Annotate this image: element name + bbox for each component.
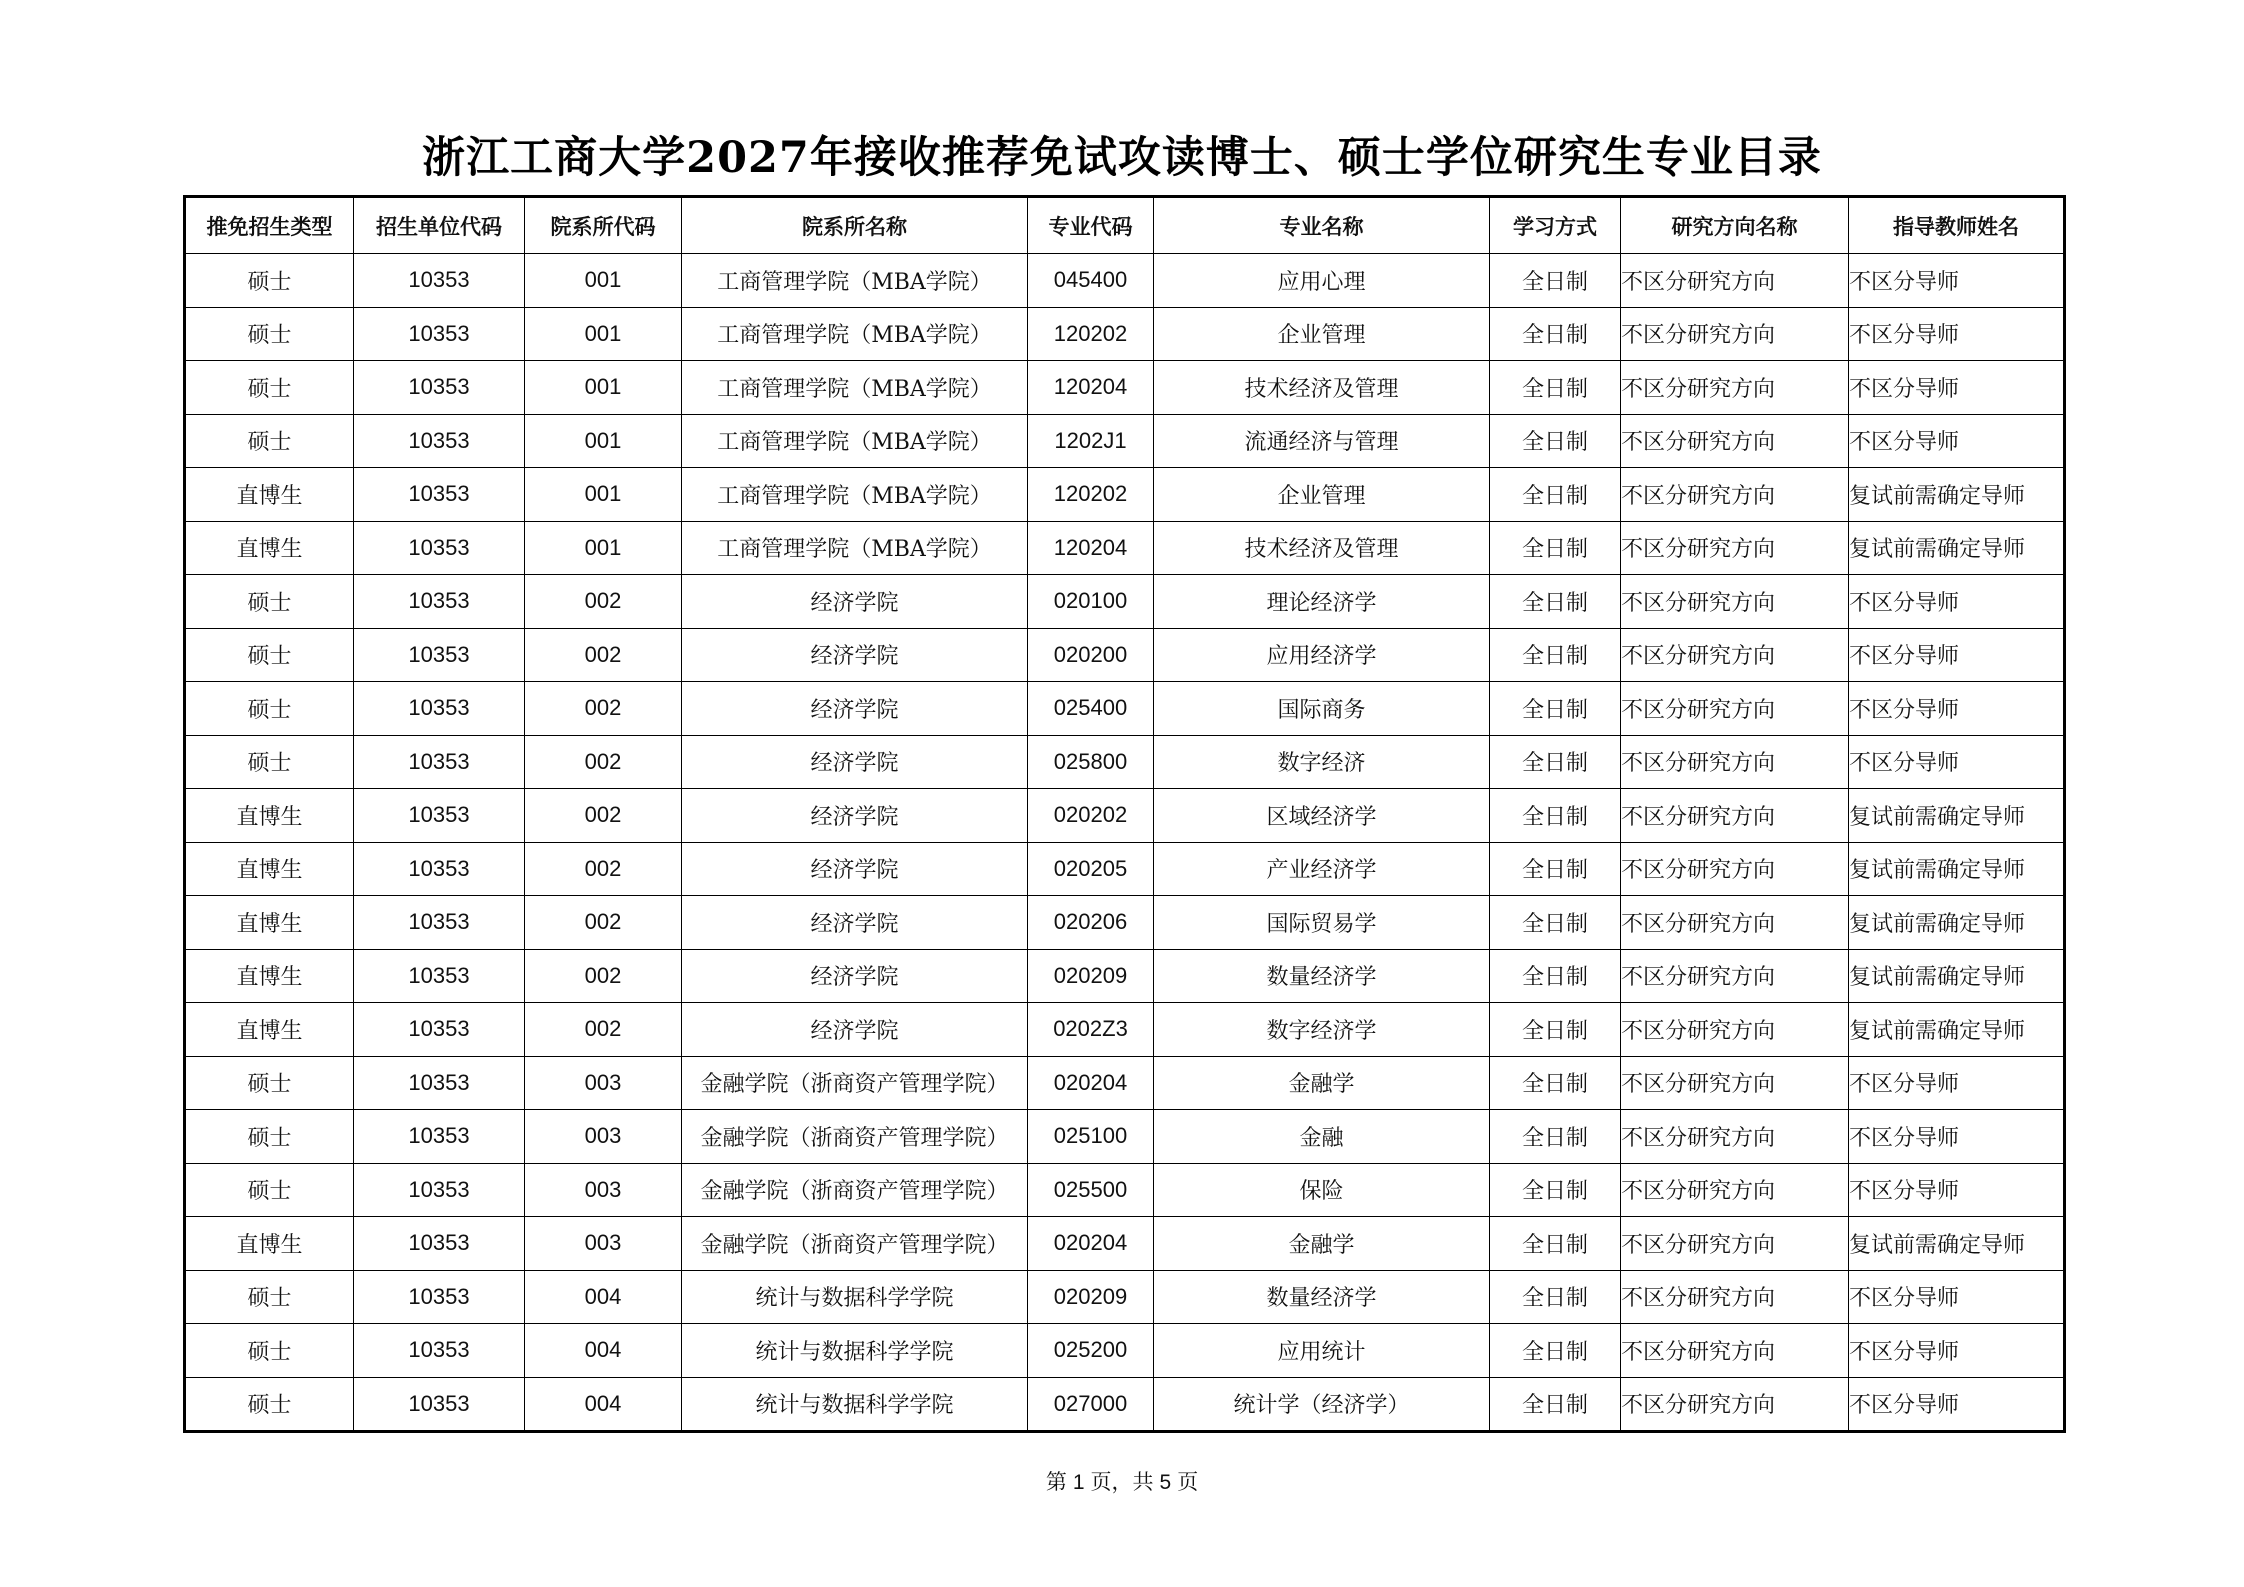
dept-name-cell: 经济学院 <box>682 896 1028 950</box>
advisor-cell: 不区分导师 <box>1849 1110 2065 1164</box>
unit-code-cell: 10353 <box>354 1270 525 1324</box>
research-direction-cell: 不区分研究方向 <box>1621 1324 1849 1378</box>
table-row <box>185 1377 2065 1432</box>
catalog-table <box>183 195 2066 1433</box>
advisor-cell: 不区分导师 <box>1849 628 2065 682</box>
research-direction-cell: 不区分研究方向 <box>1621 361 1849 415</box>
dept-name-cell: 统计与数据科学学院 <box>682 1270 1028 1324</box>
major-code-cell: 020205 <box>1028 842 1154 896</box>
column-header: 学习方式 <box>1490 197 1621 254</box>
major-name-cell: 国际贸易学 <box>1154 896 1490 950</box>
type-cell: 硕士 <box>185 1324 354 1378</box>
major-code-cell: 020100 <box>1028 575 1154 629</box>
column-header: 专业名称 <box>1154 197 1490 254</box>
page-footer <box>0 1466 2244 1496</box>
study-mode-cell: 全日制 <box>1490 735 1621 789</box>
major-code-cell: 020206 <box>1028 896 1154 950</box>
study-mode-cell: 全日制 <box>1490 1270 1621 1324</box>
dept-code-cell: 002 <box>525 735 682 789</box>
table-row <box>185 682 2065 736</box>
advisor-cell: 复试前需确定导师 <box>1849 521 2065 575</box>
major-code-cell: 025800 <box>1028 735 1154 789</box>
column-header: 院系所代码 <box>525 197 682 254</box>
dept-code-cell: 002 <box>525 682 682 736</box>
dept-code-cell: 002 <box>525 1003 682 1057</box>
major-name-cell: 保险 <box>1154 1163 1490 1217</box>
dept-name-cell: 经济学院 <box>682 682 1028 736</box>
type-cell: 硕士 <box>185 254 354 308</box>
major-name-cell: 数字经济 <box>1154 735 1490 789</box>
table-row <box>185 842 2065 896</box>
unit-code-cell: 10353 <box>354 789 525 843</box>
major-code-cell: 045400 <box>1028 254 1154 308</box>
research-direction-cell: 不区分研究方向 <box>1621 628 1849 682</box>
major-name-cell: 国际商务 <box>1154 682 1490 736</box>
advisor-cell: 不区分导师 <box>1849 1324 2065 1378</box>
major-name-cell: 金融学 <box>1154 1217 1490 1271</box>
major-code-cell: 120204 <box>1028 521 1154 575</box>
major-name-cell: 技术经济及管理 <box>1154 361 1490 415</box>
study-mode-cell: 全日制 <box>1490 896 1621 950</box>
study-mode-cell: 全日制 <box>1490 1217 1621 1271</box>
unit-code-cell: 10353 <box>354 361 525 415</box>
type-cell: 直博生 <box>185 1217 354 1271</box>
dept-code-cell: 003 <box>525 1163 682 1217</box>
major-name-cell: 企业管理 <box>1154 307 1490 361</box>
dept-name-cell: 工商管理学院（MBA学院） <box>682 254 1028 308</box>
study-mode-cell: 全日制 <box>1490 949 1621 1003</box>
dept-name-cell: 金融学院（浙商资产管理学院） <box>682 1110 1028 1164</box>
unit-code-cell: 10353 <box>354 1110 525 1164</box>
dept-name-cell: 工商管理学院（MBA学院） <box>682 361 1028 415</box>
page-title: 浙江工商大学2027年接收推荐免试攻读博士、硕士学位研究生专业目录 <box>422 133 1822 183</box>
dept-code-cell: 004 <box>525 1270 682 1324</box>
dept-name-cell: 工商管理学院（MBA学院） <box>682 414 1028 468</box>
table-row <box>185 896 2065 950</box>
table-row <box>185 1110 2065 1164</box>
major-name-cell: 数量经济学 <box>1154 949 1490 1003</box>
advisor-cell: 不区分导师 <box>1849 414 2065 468</box>
current-page-number: 1 <box>1072 1471 1085 1494</box>
table-row <box>185 949 2065 1003</box>
major-name-cell: 企业管理 <box>1154 468 1490 522</box>
type-cell: 硕士 <box>185 361 354 415</box>
dept-name-cell: 统计与数据科学学院 <box>682 1324 1028 1378</box>
table-row <box>185 1270 2065 1324</box>
table-row <box>185 575 2065 629</box>
major-code-cell: 020202 <box>1028 789 1154 843</box>
study-mode-cell: 全日制 <box>1490 468 1621 522</box>
major-code-cell: 120204 <box>1028 361 1154 415</box>
major-name-cell: 理论经济学 <box>1154 575 1490 629</box>
major-code-cell: 0202Z3 <box>1028 1003 1154 1057</box>
research-direction-cell: 不区分研究方向 <box>1621 1056 1849 1110</box>
table-row <box>185 1324 2065 1378</box>
type-cell: 直博生 <box>185 1003 354 1057</box>
major-name-cell: 技术经济及管理 <box>1154 521 1490 575</box>
type-cell: 硕士 <box>185 1110 354 1164</box>
major-name-cell: 金融 <box>1154 1110 1490 1164</box>
major-code-cell: 025100 <box>1028 1110 1154 1164</box>
footer-suffix: 页 <box>1177 1470 1199 1494</box>
major-name-cell: 应用心理 <box>1154 254 1490 308</box>
research-direction-cell: 不区分研究方向 <box>1621 1217 1849 1271</box>
table-row <box>185 307 2065 361</box>
study-mode-cell: 全日制 <box>1490 1163 1621 1217</box>
total-page-count: 5 <box>1159 1471 1172 1494</box>
dept-name-cell: 经济学院 <box>682 628 1028 682</box>
type-cell: 直博生 <box>185 949 354 1003</box>
advisor-cell: 复试前需确定导师 <box>1849 896 2065 950</box>
type-cell: 硕士 <box>185 682 354 736</box>
major-name-cell: 统计学（经济学） <box>1154 1377 1490 1432</box>
major-name-cell: 应用经济学 <box>1154 628 1490 682</box>
research-direction-cell: 不区分研究方向 <box>1621 575 1849 629</box>
study-mode-cell: 全日制 <box>1490 1056 1621 1110</box>
unit-code-cell: 10353 <box>354 1163 525 1217</box>
major-name-cell: 数量经济学 <box>1154 1270 1490 1324</box>
table-row <box>185 1217 2065 1271</box>
dept-code-cell: 002 <box>525 842 682 896</box>
major-code-cell: 020204 <box>1028 1056 1154 1110</box>
advisor-cell: 不区分导师 <box>1849 307 2065 361</box>
type-cell: 直博生 <box>185 468 354 522</box>
dept-name-cell: 经济学院 <box>682 1003 1028 1057</box>
study-mode-cell: 全日制 <box>1490 254 1621 308</box>
column-header: 推免招生类型 <box>185 197 354 254</box>
study-mode-cell: 全日制 <box>1490 789 1621 843</box>
unit-code-cell: 10353 <box>354 1217 525 1271</box>
unit-code-cell: 10353 <box>354 521 525 575</box>
unit-code-cell: 10353 <box>354 307 525 361</box>
table-row <box>185 1163 2065 1217</box>
major-code-cell: 027000 <box>1028 1377 1154 1432</box>
research-direction-cell: 不区分研究方向 <box>1621 468 1849 522</box>
advisor-cell: 复试前需确定导师 <box>1849 1003 2065 1057</box>
research-direction-cell: 不区分研究方向 <box>1621 1110 1849 1164</box>
dept-name-cell: 经济学院 <box>682 735 1028 789</box>
dept-code-cell: 004 <box>525 1324 682 1378</box>
major-name-cell: 金融学 <box>1154 1056 1490 1110</box>
major-name-cell: 流通经济与管理 <box>1154 414 1490 468</box>
dept-code-cell: 001 <box>525 414 682 468</box>
dept-name-cell: 经济学院 <box>682 789 1028 843</box>
unit-code-cell: 10353 <box>354 896 525 950</box>
type-cell: 硕士 <box>185 414 354 468</box>
dept-code-cell: 002 <box>525 628 682 682</box>
column-header: 招生单位代码 <box>354 197 525 254</box>
column-header: 研究方向名称 <box>1621 197 1849 254</box>
research-direction-cell: 不区分研究方向 <box>1621 735 1849 789</box>
unit-code-cell: 10353 <box>354 1324 525 1378</box>
dept-code-cell: 003 <box>525 1056 682 1110</box>
table-row <box>185 789 2065 843</box>
advisor-cell: 不区分导师 <box>1849 682 2065 736</box>
dept-code-cell: 001 <box>525 254 682 308</box>
unit-code-cell: 10353 <box>354 468 525 522</box>
advisor-cell: 复试前需确定导师 <box>1849 468 2065 522</box>
dept-code-cell: 001 <box>525 521 682 575</box>
table-header-row <box>185 197 2065 254</box>
table-row <box>185 628 2065 682</box>
type-cell: 直博生 <box>185 789 354 843</box>
dept-name-cell: 经济学院 <box>682 842 1028 896</box>
type-cell: 直博生 <box>185 842 354 896</box>
major-code-cell: 020209 <box>1028 1270 1154 1324</box>
major-code-cell: 020209 <box>1028 949 1154 1003</box>
unit-code-cell: 10353 <box>354 254 525 308</box>
unit-code-cell: 10353 <box>354 842 525 896</box>
type-cell: 硕士 <box>185 628 354 682</box>
research-direction-cell: 不区分研究方向 <box>1621 949 1849 1003</box>
dept-code-cell: 002 <box>525 575 682 629</box>
dept-name-cell: 金融学院（浙商资产管理学院） <box>682 1217 1028 1271</box>
advisor-cell: 不区分导师 <box>1849 1377 2065 1432</box>
table-row <box>185 735 2065 789</box>
type-cell: 硕士 <box>185 1270 354 1324</box>
type-cell: 硕士 <box>185 1377 354 1432</box>
unit-code-cell: 10353 <box>354 628 525 682</box>
unit-code-cell: 10353 <box>354 735 525 789</box>
table-row <box>185 1056 2065 1110</box>
research-direction-cell: 不区分研究方向 <box>1621 682 1849 736</box>
type-cell: 硕士 <box>185 1163 354 1217</box>
major-name-cell: 产业经济学 <box>1154 842 1490 896</box>
unit-code-cell: 10353 <box>354 1003 525 1057</box>
study-mode-cell: 全日制 <box>1490 842 1621 896</box>
table-row <box>185 414 2065 468</box>
advisor-cell: 复试前需确定导师 <box>1849 949 2065 1003</box>
table-row <box>185 254 2065 308</box>
advisor-cell: 不区分导师 <box>1849 361 2065 415</box>
study-mode-cell: 全日制 <box>1490 1110 1621 1164</box>
column-header: 专业代码 <box>1028 197 1154 254</box>
unit-code-cell: 10353 <box>354 949 525 1003</box>
major-name-cell: 数字经济学 <box>1154 1003 1490 1057</box>
research-direction-cell: 不区分研究方向 <box>1621 896 1849 950</box>
dept-name-cell: 工商管理学院（MBA学院） <box>682 307 1028 361</box>
type-cell: 硕士 <box>185 575 354 629</box>
study-mode-cell: 全日制 <box>1490 414 1621 468</box>
advisor-cell: 复试前需确定导师 <box>1849 789 2065 843</box>
research-direction-cell: 不区分研究方向 <box>1621 414 1849 468</box>
dept-name-cell: 金融学院（浙商资产管理学院） <box>682 1163 1028 1217</box>
dept-name-cell: 经济学院 <box>682 949 1028 1003</box>
unit-code-cell: 10353 <box>354 414 525 468</box>
study-mode-cell: 全日制 <box>1490 521 1621 575</box>
research-direction-cell: 不区分研究方向 <box>1621 1270 1849 1324</box>
dept-name-cell: 工商管理学院（MBA学院） <box>682 468 1028 522</box>
dept-code-cell: 004 <box>525 1377 682 1432</box>
type-cell: 直博生 <box>185 896 354 950</box>
major-code-cell: 020200 <box>1028 628 1154 682</box>
research-direction-cell: 不区分研究方向 <box>1621 842 1849 896</box>
unit-code-cell: 10353 <box>354 1056 525 1110</box>
advisor-cell: 不区分导师 <box>1849 735 2065 789</box>
major-name-cell: 区域经济学 <box>1154 789 1490 843</box>
dept-code-cell: 001 <box>525 307 682 361</box>
table-body <box>185 254 2065 1432</box>
type-cell: 硕士 <box>185 735 354 789</box>
dept-code-cell: 002 <box>525 896 682 950</box>
major-code-cell: 025500 <box>1028 1163 1154 1217</box>
major-code-cell: 1202J1 <box>1028 414 1154 468</box>
research-direction-cell: 不区分研究方向 <box>1621 1377 1849 1432</box>
type-cell: 硕士 <box>185 307 354 361</box>
column-header: 院系所名称 <box>682 197 1028 254</box>
study-mode-cell: 全日制 <box>1490 1377 1621 1432</box>
table-row <box>185 361 2065 415</box>
footer-middle: 页，共 <box>1090 1470 1154 1494</box>
unit-code-cell: 10353 <box>354 1377 525 1432</box>
research-direction-cell: 不区分研究方向 <box>1621 254 1849 308</box>
major-code-cell: 025400 <box>1028 682 1154 736</box>
research-direction-cell: 不区分研究方向 <box>1621 1163 1849 1217</box>
dept-code-cell: 001 <box>525 361 682 415</box>
table-row <box>185 521 2065 575</box>
advisor-cell: 不区分导师 <box>1849 575 2065 629</box>
research-direction-cell: 不区分研究方向 <box>1621 1003 1849 1057</box>
unit-code-cell: 10353 <box>354 575 525 629</box>
unit-code-cell: 10353 <box>354 682 525 736</box>
table-row <box>185 468 2065 522</box>
dept-code-cell: 003 <box>525 1217 682 1271</box>
study-mode-cell: 全日制 <box>1490 575 1621 629</box>
major-code-cell: 120202 <box>1028 468 1154 522</box>
advisor-cell: 复试前需确定导师 <box>1849 842 2065 896</box>
major-name-cell: 应用统计 <box>1154 1324 1490 1378</box>
dept-name-cell: 经济学院 <box>682 575 1028 629</box>
dept-code-cell: 002 <box>525 789 682 843</box>
study-mode-cell: 全日制 <box>1490 682 1621 736</box>
column-header: 指导教师姓名 <box>1849 197 2065 254</box>
study-mode-cell: 全日制 <box>1490 361 1621 415</box>
advisor-cell: 不区分导师 <box>1849 1056 2065 1110</box>
footer-prefix: 第 <box>1045 1470 1067 1494</box>
dept-code-cell: 001 <box>525 468 682 522</box>
major-code-cell: 020204 <box>1028 1217 1154 1271</box>
advisor-cell: 复试前需确定导师 <box>1849 1217 2065 1271</box>
research-direction-cell: 不区分研究方向 <box>1621 307 1849 361</box>
study-mode-cell: 全日制 <box>1490 628 1621 682</box>
dept-code-cell: 002 <box>525 949 682 1003</box>
major-code-cell: 025200 <box>1028 1324 1154 1378</box>
research-direction-cell: 不区分研究方向 <box>1621 789 1849 843</box>
type-cell: 硕士 <box>185 1056 354 1110</box>
study-mode-cell: 全日制 <box>1490 307 1621 361</box>
dept-code-cell: 003 <box>525 1110 682 1164</box>
advisor-cell: 不区分导师 <box>1849 254 2065 308</box>
advisor-cell: 不区分导师 <box>1849 1163 2065 1217</box>
research-direction-cell: 不区分研究方向 <box>1621 521 1849 575</box>
study-mode-cell: 全日制 <box>1490 1003 1621 1057</box>
dept-name-cell: 金融学院（浙商资产管理学院） <box>682 1056 1028 1110</box>
dept-name-cell: 统计与数据科学学院 <box>682 1377 1028 1432</box>
type-cell: 直博生 <box>185 521 354 575</box>
dept-name-cell: 工商管理学院（MBA学院） <box>682 521 1028 575</box>
major-code-cell: 120202 <box>1028 307 1154 361</box>
study-mode-cell: 全日制 <box>1490 1324 1621 1378</box>
advisor-cell: 不区分导师 <box>1849 1270 2065 1324</box>
table-row <box>185 1003 2065 1057</box>
